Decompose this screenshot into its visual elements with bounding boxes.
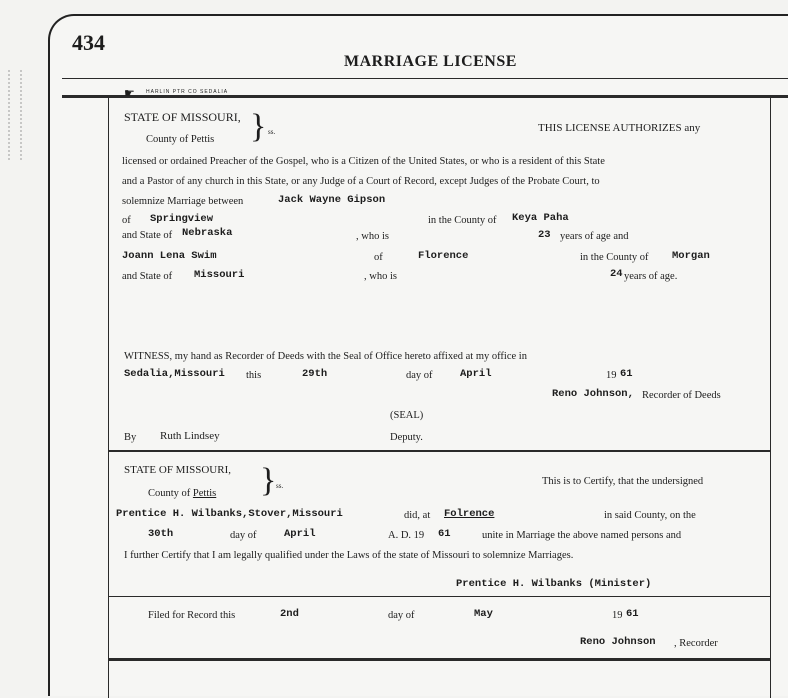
recorder-name: Reno Johnson, (552, 388, 634, 400)
unite-text: unite in Marriage the above named persons and (482, 530, 682, 541)
cert-month: April (284, 528, 316, 540)
bride-county: Morgan (672, 250, 710, 262)
witness-year: 61 (620, 368, 633, 380)
in-county-label: in the County of (428, 215, 497, 226)
groom-age: 23 (538, 229, 551, 241)
filed-label: Filed for Record this (148, 610, 236, 621)
deputy-name: Ruth Lindsey (160, 430, 220, 442)
cert-county-name: Pettis (192, 488, 217, 499)
cert-county-label (148, 488, 216, 499)
section-divider (108, 450, 770, 452)
cert-year: 61 (438, 528, 451, 540)
bride-state: Missouri (194, 269, 245, 281)
deputy-label: Deputy. (390, 432, 423, 443)
pointing-hand-icon: ☛ (124, 86, 135, 100)
said-county-text: in said County, on the (604, 510, 696, 521)
body-line-3: solemnize Marriage between (122, 196, 244, 207)
who-is-label: , who is (356, 231, 389, 242)
filed-day: 2nd (280, 608, 299, 620)
brace-mark: } (250, 108, 267, 145)
this-label: this (246, 370, 262, 381)
cert-brace-mark: } (260, 462, 277, 499)
filed-year: 61 (626, 608, 639, 620)
header-rule-thick (62, 95, 788, 98)
of-label: of (122, 215, 131, 226)
witness-day: 29th (302, 368, 328, 380)
cert-state-line: STATE OF MISSOURI, (124, 464, 231, 476)
officiant-signature: Prentice H. Wilbanks (Minister) (456, 578, 652, 590)
filing-recorder-title: , Recorder (674, 638, 718, 649)
bride-city: Florence (418, 250, 469, 262)
body-line-2: and a Pastor of any church in this State, or any Judge of a Court of Record, except Judges of the Probate Court, to (122, 176, 600, 187)
years-label-2: years of age. (624, 271, 678, 282)
authorizes-text: THIS LICENSE AUTHORIZES any (538, 122, 701, 134)
state-line: STATE OF MISSOURI, (124, 110, 241, 124)
filing-recorder-name: Reno Johnson (580, 636, 656, 648)
further-text: I further Certify that I am legally qualified under the Laws of the state of Missouri to solemnize Marriages. (124, 550, 574, 561)
frame-left-border (108, 98, 109, 698)
frame-right-border (770, 98, 771, 698)
day-of-label: day of (406, 370, 433, 381)
recorder-title: Recorder of Deeds (642, 390, 721, 401)
seal-label: (SEAL) (390, 410, 424, 421)
printer-mark: HARLIN PTR CO SEDALIA (146, 89, 229, 95)
groom-state: Nebraska (182, 227, 233, 239)
of-label-2: of (374, 252, 383, 263)
license-page (48, 14, 788, 696)
ss-mark: ss. (268, 128, 276, 136)
ad-label: A. D. 19 (388, 530, 425, 541)
who-is-label-2: , who is (364, 271, 397, 282)
margin-stamp-mark (8, 70, 22, 160)
page-number: 434 (72, 30, 105, 55)
filed-day-of-label: day of (388, 610, 415, 621)
cert-county-prefix: County of (148, 488, 191, 499)
witness-place: Sedalia,Missouri (124, 368, 225, 380)
did-at-label: did, at (404, 510, 431, 521)
years-label: years of age and (560, 231, 629, 242)
state-of-label: and State of (122, 230, 173, 241)
officiant: Prentice H. Wilbanks,Stover,Missouri (116, 508, 343, 520)
year-prefix: 19 (606, 370, 617, 381)
header-rule (62, 78, 788, 79)
cert-place: Folrence (444, 508, 495, 520)
in-county-label-2: in the County of (580, 252, 649, 263)
bride-age: 24 (610, 268, 623, 280)
document-title: MARRIAGE LICENSE (344, 53, 517, 70)
by-label: By (124, 432, 137, 443)
state-of-label-2: and State of (122, 271, 173, 282)
bottom-rule (108, 658, 770, 661)
certify-text: This is to Certify, that the undersigned (542, 476, 704, 487)
body-line-1: licensed or ordained Preacher of the Gospel, who is a Citizen of the United States, or who is a resident of this State (122, 156, 605, 167)
witness-text: WITNESS, my hand as Recorder of Deeds with the Seal of Office hereto affixed at my office in (124, 351, 527, 362)
filed-month: May (474, 608, 493, 620)
filing-divider (108, 596, 770, 597)
witness-month: April (460, 368, 492, 380)
groom-name: Jack Wayne Gipson (278, 194, 386, 206)
bride-name: Joann Lena Swim (122, 250, 217, 262)
cert-day: 30th (148, 528, 174, 540)
groom-county: Keya Paha (512, 212, 569, 224)
groom-city: Springview (150, 213, 214, 225)
cert-day-of-label: day of (230, 530, 257, 541)
county-line: County of Pettis (146, 134, 215, 145)
cert-ss-mark: ss. (276, 482, 284, 490)
filed-year-prefix: 19 (612, 610, 623, 621)
